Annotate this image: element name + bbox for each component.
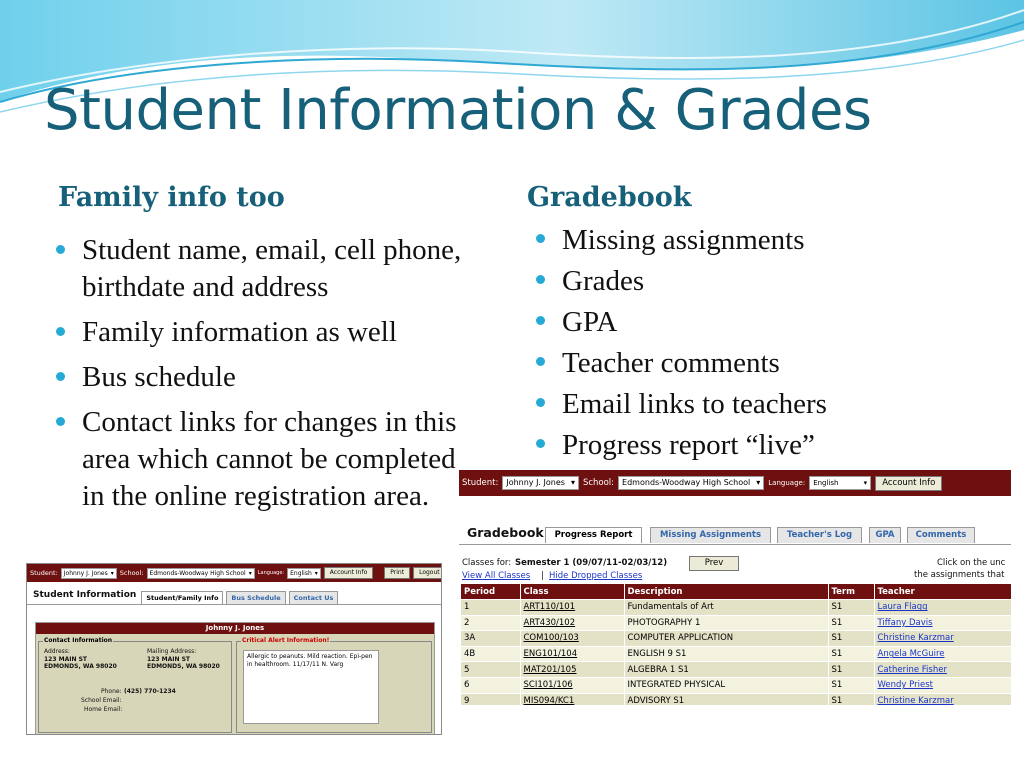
bullet-dot-icon <box>56 372 65 381</box>
student-info-title: Student Information <box>33 590 137 600</box>
bullet-item <box>534 220 914 261</box>
tab-bus-schedule[interactable]: Bus Schedule <box>226 591 285 604</box>
table-row <box>461 631 1011 647</box>
term-cell: S1 <box>828 631 874 647</box>
slide-title: Student Information & Grades <box>44 78 872 143</box>
table-row <box>461 677 1011 693</box>
class-link[interactable]: COM100/103 <box>520 631 624 647</box>
link-separator: | <box>541 571 544 581</box>
bullet-text: Missing assignments <box>562 224 805 256</box>
class-link[interactable]: MIS094/KC1 <box>520 693 624 705</box>
bullet-text: Bus schedule <box>82 361 236 393</box>
critical-alert-text: Allergic to peanuts. Mild reaction. Epi-pen in healthroom. 11/17/11 N. Varg <box>247 653 373 668</box>
class-link[interactable]: MAT201/105 <box>520 662 624 678</box>
student-select-value: Johnny J. Jones <box>506 478 565 487</box>
gradebook-top-bar <box>459 470 1011 496</box>
teacher-email-link[interactable]: Laura Flagg <box>874 600 1011 616</box>
description-cell: COMPUTER APPLICATION <box>624 631 828 647</box>
period-cell: 3A <box>461 631 520 647</box>
phone-value: (425) 770-1234 <box>124 688 176 695</box>
gradebook-tab-bar <box>459 518 1011 545</box>
bullet-item <box>54 314 484 351</box>
bullet-dot-icon <box>56 245 65 254</box>
home-email-label: Home Email: <box>84 706 123 713</box>
bullet-item <box>54 404 484 515</box>
student-select-value: Johnny J. Jones <box>63 569 108 577</box>
period-cell: 6 <box>461 677 520 693</box>
language-select[interactable] <box>809 476 871 490</box>
teacher-email-link[interactable]: Christine Karzmar <box>874 693 1011 705</box>
table-header-row <box>461 584 1011 600</box>
period-cell: 1 <box>461 600 520 616</box>
school-label: School: <box>582 478 615 488</box>
column-header-period[interactable]: Period <box>461 584 520 600</box>
mailing-line2: EDMONDS, WA 98020 <box>147 663 220 670</box>
column-header-teacher[interactable]: Teacher <box>874 584 1011 600</box>
teacher-email-link[interactable]: Catherine Fisher <box>874 662 1011 678</box>
term-cell: S1 <box>828 646 874 662</box>
bullet-dot-icon <box>536 316 545 325</box>
column-header-term[interactable]: Term <box>828 584 874 600</box>
class-link[interactable]: ART430/102 <box>520 615 624 631</box>
hide-dropped-classes-link[interactable]: Hide Dropped Classes <box>549 571 643 581</box>
table-row <box>461 693 1011 705</box>
period-cell: 2 <box>461 615 520 631</box>
school-select[interactable] <box>147 568 255 579</box>
bullet-item <box>54 232 484 306</box>
chevron-down-icon: ▾ <box>756 478 761 487</box>
bullet-text: GPA <box>562 306 618 338</box>
language-select-value: English <box>813 479 839 487</box>
bullet-text: Family information as well <box>82 316 397 348</box>
school-email-label: School Email: <box>81 697 122 704</box>
contact-information-legend: Contact Information <box>44 637 113 644</box>
address-label: Address: <box>44 648 70 655</box>
bullet-item <box>534 261 914 302</box>
school-select-value: Edmonds-Woodway High School <box>149 569 246 577</box>
account-info-button[interactable]: Account Info <box>875 476 942 491</box>
account-info-button[interactable]: Account Info <box>324 567 374 579</box>
tab-missing-assignments[interactable]: Missing Assignments <box>650 527 771 543</box>
teacher-email-link[interactable]: Christine Karzmar <box>874 631 1011 647</box>
hint-text-line2: the assignments that <box>914 570 1005 580</box>
student-info-top-bar <box>27 564 441 582</box>
student-label: Student: <box>462 478 499 488</box>
phone-label: Phone: <box>101 688 122 695</box>
term-cell: S1 <box>828 600 874 616</box>
semester-value: Semester 1 (09/07/11-02/03/12) <box>515 558 668 568</box>
gradebook-bullet-list <box>534 220 914 466</box>
chevron-down-icon: ▾ <box>314 569 318 577</box>
period-cell: 9 <box>461 693 520 705</box>
bullet-dot-icon <box>536 357 545 366</box>
gradebook-heading: Gradebook <box>527 182 692 213</box>
school-select-value: Edmonds-Woodway High School <box>622 478 751 487</box>
family-info-heading: Family info too <box>58 182 285 213</box>
student-select[interactable] <box>61 568 117 579</box>
term-cell: S1 <box>828 615 874 631</box>
tab-comments[interactable]: Comments <box>907 527 975 543</box>
bullet-text: Contact links for changes in this area which cannot be completed in the online registration area. <box>82 406 457 512</box>
student-info-screenshot <box>26 563 442 735</box>
language-label: Language: <box>768 479 806 487</box>
bullet-dot-icon <box>536 234 545 243</box>
class-link[interactable]: SCI101/106 <box>520 677 624 693</box>
bullet-item <box>534 302 914 343</box>
description-cell: PHOTOGRAPHY 1 <box>624 615 828 631</box>
tab-gpa[interactable]: GPA <box>869 527 901 543</box>
bullet-dot-icon <box>536 398 545 407</box>
bullet-dot-icon <box>536 439 545 448</box>
student-name-header: Johnny J. Jones <box>36 623 434 634</box>
description-cell: ENGLISH 9 S1 <box>624 646 828 662</box>
prev-button[interactable]: Prev <box>689 556 739 571</box>
hint-text-line1: Click on the unc <box>937 558 1006 568</box>
bullet-item <box>534 384 914 425</box>
classes-for-label: Classes for: <box>462 558 512 568</box>
address-line2: EDMONDS, WA 98020 <box>44 663 117 670</box>
logout-button[interactable]: Logout <box>413 567 442 579</box>
tab-teachers-log[interactable]: Teacher's Log <box>777 527 862 543</box>
address-line1: 123 MAIN ST <box>44 656 87 663</box>
bullet-dot-icon <box>56 327 65 336</box>
critical-alert-legend: Critical Alert Information! <box>242 637 330 644</box>
contact-information-fieldset <box>38 637 232 733</box>
bullet-text: Teacher comments <box>562 347 780 379</box>
table-row <box>461 600 1011 616</box>
bullet-text: Grades <box>562 265 645 297</box>
student-label: Student: <box>30 569 58 577</box>
chevron-down-icon: ▾ <box>570 478 575 487</box>
gradebook-title: Gradebook <box>467 525 544 540</box>
mailing-line1: 123 MAIN ST <box>147 656 190 663</box>
term-cell: S1 <box>828 677 874 693</box>
bullet-text: Progress report “live” <box>562 429 815 461</box>
teacher-email-link[interactable]: Tiffany Davis <box>874 615 1011 631</box>
tab-contact-us[interactable]: Contact Us <box>289 591 339 604</box>
class-link[interactable]: ENG101/104 <box>520 646 624 662</box>
bullet-item <box>54 359 484 396</box>
term-cell: S1 <box>828 693 874 705</box>
chevron-down-icon: ▾ <box>110 569 114 577</box>
description-cell: Fundamentals of Art <box>624 600 828 616</box>
family-info-bullet-list <box>54 232 484 523</box>
student-info-panel <box>35 622 435 735</box>
table-row <box>461 646 1011 662</box>
column-header-class[interactable]: Class <box>520 584 624 600</box>
classes-table <box>461 584 1011 705</box>
critical-alert-textarea[interactable] <box>243 650 379 724</box>
bullet-text: Email links to teachers <box>562 388 827 420</box>
description-cell: ALGEBRA 1 S1 <box>624 662 828 678</box>
teacher-email-link[interactable]: Wendy Priest <box>874 677 1011 693</box>
tab-student-family-info[interactable]: Student/Family Info <box>141 591 223 604</box>
description-cell: INTEGRATED PHYSICAL <box>624 677 828 693</box>
chevron-down-icon: ▾ <box>248 569 252 577</box>
table-row <box>461 662 1011 678</box>
description-cell: ADVISORY S1 <box>624 693 828 705</box>
gradebook-screenshot <box>459 470 1011 705</box>
print-button[interactable]: Print <box>384 567 410 579</box>
view-all-classes-link[interactable]: View All Classes <box>462 571 531 581</box>
bullet-text: Student name, email, cell phone, birthdate and address <box>82 234 462 303</box>
critical-alert-fieldset <box>236 637 432 733</box>
table-row <box>461 615 1011 631</box>
teacher-email-link[interactable]: Angela McGuire <box>874 646 1011 662</box>
school-label: School: <box>119 569 144 577</box>
bullet-dot-icon <box>56 417 65 426</box>
class-link[interactable]: ART110/101 <box>520 600 624 616</box>
chevron-down-icon: ▾ <box>863 479 868 487</box>
mailing-address-label: Mailing Address: <box>147 648 197 655</box>
bullet-dot-icon <box>536 275 545 284</box>
column-header-description[interactable]: Description <box>624 584 828 600</box>
period-cell: 5 <box>461 662 520 678</box>
period-cell: 4B <box>461 646 520 662</box>
school-select[interactable] <box>618 476 764 490</box>
bullet-item <box>534 343 914 384</box>
student-select[interactable] <box>502 476 579 490</box>
language-select-value: English <box>290 569 312 577</box>
bullet-item <box>534 425 914 466</box>
student-info-tab-bar <box>27 582 441 605</box>
term-cell: S1 <box>828 662 874 678</box>
tab-progress-report[interactable]: Progress Report <box>545 527 642 543</box>
language-select[interactable] <box>287 568 321 579</box>
language-label: Language: <box>257 570 285 576</box>
